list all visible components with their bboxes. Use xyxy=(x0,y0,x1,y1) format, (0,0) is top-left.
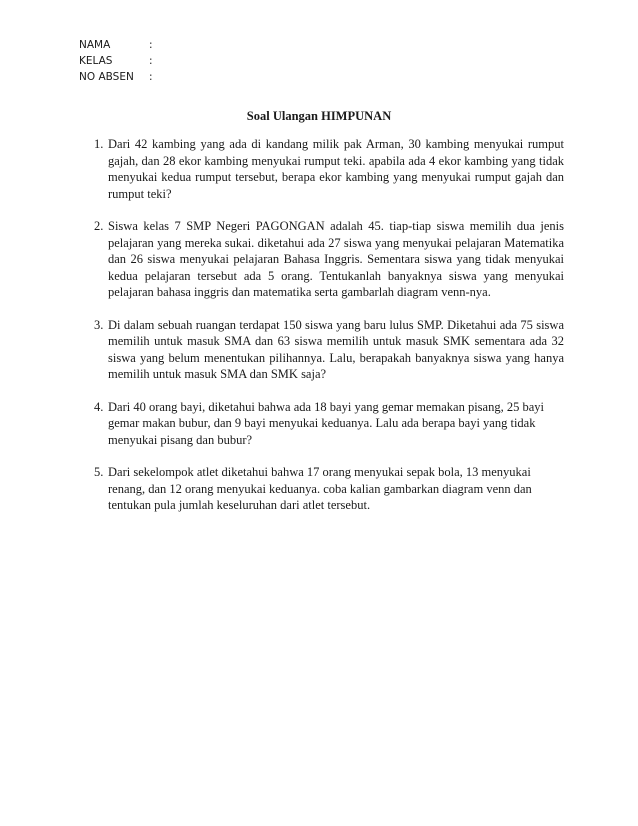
question-text: Di dalam sebuah ruangan terdapat 150 siswa yang baru lulus SMP. Diketahui ada 75 siswa memilih untuk masuk SMA dan 63 siswa memilih untuk masuk SMK sementara ada 32 siswa yang belum menentukan pilihannya. Lalu, berapakah banyaknya siswa yang hanya memilih untuk masuk SMA dan SMK saja? xyxy=(108,317,564,381)
student-info-header xyxy=(79,37,159,85)
question-number: 5. xyxy=(94,465,104,479)
question-item xyxy=(94,218,564,301)
question-text: Dari 40 orang bayi, diketahui bahwa ada 18 bayi yang gemar memakan pisang, 25 bayi gemar makan bubur, dan 9 bayi menyukai keduanya. Lalu ada berapa bayi yang tidak menyukai pisang dan bubur? xyxy=(108,399,544,447)
question-number: 2. xyxy=(94,219,104,233)
question-text: Dari sekelompok atlet diketahui bahwa 17 orang menyukai sepak bola, 13 menyukai renang, dan 12 orang menyukai keduanya. coba kalian gambarkan diagram venn dan tentukan pula jumlah keseluruhan dari atlet tersebut. xyxy=(108,465,532,512)
question-item xyxy=(94,136,564,202)
question-number: 1. xyxy=(94,137,104,151)
name-label: NAMA xyxy=(79,39,111,51)
absence-number-colon: : xyxy=(149,71,153,83)
question-number: 4. xyxy=(94,399,104,414)
question-list xyxy=(94,136,564,530)
question-number: 3. xyxy=(94,317,104,332)
question-text: Dari 42 kambing yang ada di kandang milik pak Arman, 30 kambing menyukai rumput gajah, dan 28 ekor kambing menyukai rumput teki. apabila ada 4 ekor kambing yang tidak menyukai kedua rumput tersebut, berapa ekor kambing yang menyukai rumput gajah dan rumput teki? xyxy=(108,137,564,201)
question-item xyxy=(94,399,564,449)
absence-number-field xyxy=(79,69,159,85)
question-item xyxy=(94,464,564,514)
class-colon: : xyxy=(149,55,153,67)
absence-number-label: NO ABSEN xyxy=(79,71,134,83)
name-field xyxy=(79,37,159,53)
class-field xyxy=(79,53,159,69)
question-item xyxy=(94,317,564,383)
document-title: Soal Ulangan HIMPUNAN xyxy=(246,109,392,123)
question-text: Siswa kelas 7 SMP Negeri PAGONGAN adalah 45. tiap-tiap siswa memilih dua jenis pelajaran yang mereka sukai. diketahui ada 27 siswa yang menyukai pelajaran Matematika dan 26 siswa menyukai pelajaran Bahasa Inggris. Sementara siswa yang tidak menyukai kedua pelajaran tersebut ada 5 orang. Tentukanlah banyaknya siswa yang menyukai pelajaran bahasa inggris dan matematika serta gambarlah diagram venn-nya. xyxy=(108,219,564,299)
class-label: KELAS xyxy=(79,55,113,67)
name-colon: : xyxy=(149,39,153,51)
